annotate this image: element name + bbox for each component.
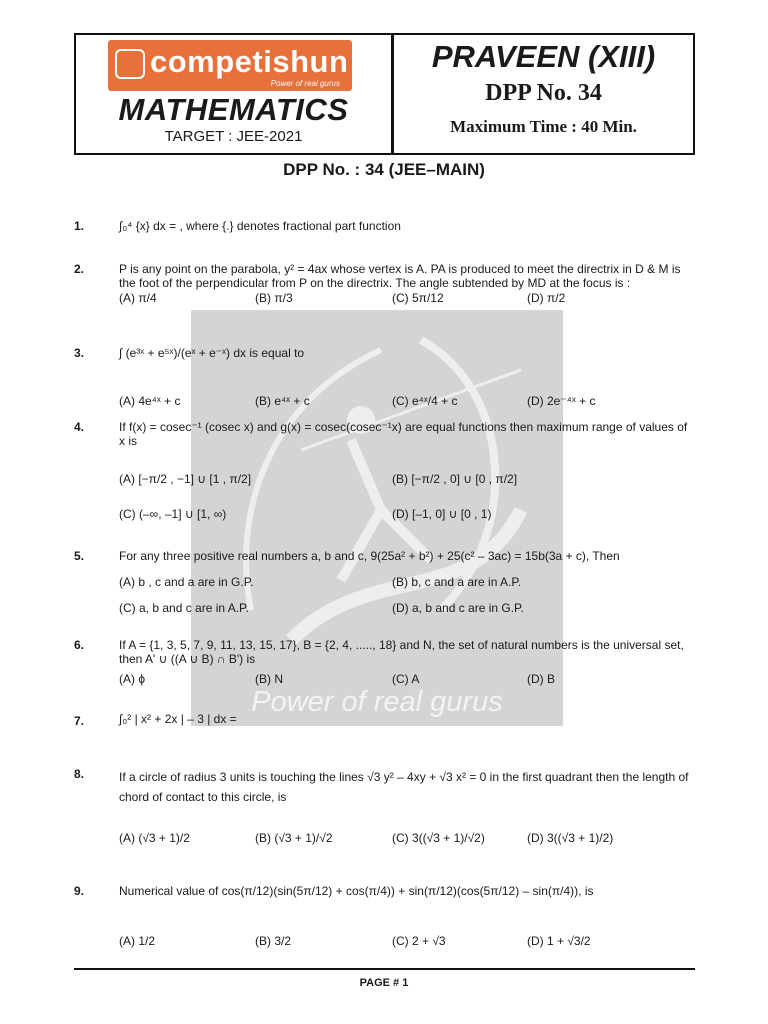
question-text: If A = {1, 3, 5, 7, 9, 11, 13, 15, 17}, B = {2, 4, ....., 18} and N, the set of natural numbers is the universal set, then A' ∪ ((A ∪ B) ∩ B') is <box>119 638 684 666</box>
question-number: 1. <box>74 219 85 233</box>
option-c: (C) 2 + √3 <box>392 934 446 948</box>
option-a: (A) (√3 + 1)/2 <box>119 831 190 845</box>
question-number: 4. <box>74 420 85 434</box>
logo-tagline: Power of real gurus <box>270 79 340 88</box>
question-number: 8. <box>74 767 85 781</box>
question-4 <box>74 420 696 520</box>
question-6 <box>74 638 696 688</box>
option-d: (D) π/2 <box>527 291 566 305</box>
question-text: ∫ (e³ˣ + e⁵ˣ)/(eˣ + e⁻ˣ) dx is equal to <box>119 346 305 360</box>
option-a: (A) 1/2 <box>119 934 156 948</box>
question-text: P is any point on the parabola, y² = 4ax whose vertex is A. PA is produced to meet the directrix in D & M is the foot of the perpendicular from P on the directrix. The angle subtended by MD at the focus is : <box>119 262 681 290</box>
subject-title: MATHEMATICS <box>118 92 349 127</box>
question-number: 3. <box>74 346 85 360</box>
option-b: (B) 3/2 <box>255 934 292 948</box>
question-text: Numerical value of cos(π/12)(sin(5π/12) + cos(π/4)) + sin(π/12)(cos(5π/12) – sin(π/4)), is <box>119 884 594 898</box>
option-d: (D) a, b and c are in G.P. <box>392 601 524 615</box>
question-text: ∫₀² | x² + 2x | – 3 | dx = <box>119 712 237 726</box>
option-b: (B) e⁴ˣ + c <box>255 394 310 408</box>
option-c: (C) 5π/12 <box>392 291 444 305</box>
option-a: (A) 4e⁴ˣ + c <box>119 394 181 408</box>
question-1 <box>74 219 696 239</box>
question-8 <box>74 767 696 857</box>
option-b: (B) b, c and a are in A.P. <box>392 575 522 589</box>
option-b: (B) N <box>255 672 283 686</box>
question-number: 5. <box>74 549 85 563</box>
question-9 <box>74 884 696 954</box>
option-a: (A) [−π/2 , −1] ∪ [1 , π/2] <box>119 472 252 486</box>
header-left <box>76 35 394 153</box>
question-2 <box>74 262 696 312</box>
question-text: For any three positive real numbers a, b and c, 9(25a² + b²) + 25(c² – 3ac) = 15b(3a + c), Then <box>119 549 620 563</box>
dpp-number: DPP No. 34 <box>485 80 602 106</box>
logo <box>108 40 352 91</box>
question-text: If a circle of radius 3 units is touching the lines √3 y² – 4xy + √3 x² = 0 in the first quadrant then the length of chord of contact to this circle, is <box>119 770 689 804</box>
header-right <box>394 35 693 153</box>
option-c: (C) a, b and c are in A.P. <box>119 601 249 615</box>
option-c: (C) A <box>392 672 420 686</box>
target-label: TARGET : JEE-2021 <box>164 128 303 145</box>
option-a: (A) b , c and a are in G.P. <box>119 575 254 589</box>
question-number: 6. <box>74 638 85 652</box>
question-3 <box>74 346 696 406</box>
option-d: (D) 2e⁻⁴ˣ + c <box>527 394 596 408</box>
option-b: (B) (√3 + 1)/√2 <box>255 831 333 845</box>
header-box <box>74 33 695 155</box>
page-title: DPP No. : 34 (JEE–MAIN) <box>283 160 485 179</box>
page-number: PAGE # 1 <box>359 977 409 989</box>
option-b: (B) [−π/2 , 0] ∪ [0 , π/2] <box>392 472 518 486</box>
option-c: (C) 3((√3 + 1)/√2) <box>392 831 485 845</box>
option-a: (A) ϕ <box>119 672 146 686</box>
footer-divider <box>74 968 695 970</box>
max-time: Maximum Time : 40 Min. <box>450 117 637 136</box>
question-5 <box>74 549 696 619</box>
option-c: (C) (–∞, –1] ∪ [1, ∞) <box>119 507 227 521</box>
option-d: (D) [–1, 0] ∪ [0 , 1) <box>392 507 492 521</box>
question-7 <box>74 712 696 732</box>
option-b: (B) π/3 <box>255 291 293 305</box>
question-number: 7. <box>74 714 85 728</box>
batch-title: PRAVEEN (XIII) <box>431 39 656 74</box>
cyclist-icon <box>115 49 145 79</box>
option-d: (D) 3((√3 + 1)/2) <box>527 831 614 845</box>
question-text: ∫₀⁴ {x} dx = , where {.} denotes fractional part function <box>119 219 401 233</box>
option-d: (D) 1 + √3/2 <box>527 934 591 948</box>
watermark-text: Power of real gurus <box>251 686 503 718</box>
logo-name: competishun <box>150 44 349 79</box>
question-number: 2. <box>74 262 85 276</box>
question-text: If f(x) = cosec⁻¹ (cosec x) and g(x) = cosec(cosec⁻¹x) are equal functions then maximum range of values of x is <box>119 420 688 448</box>
option-d: (D) B <box>527 672 555 686</box>
question-number: 9. <box>74 884 85 898</box>
option-c: (C) e⁴ˣ/4 + c <box>392 394 458 408</box>
option-a: (A) π/4 <box>119 291 157 305</box>
